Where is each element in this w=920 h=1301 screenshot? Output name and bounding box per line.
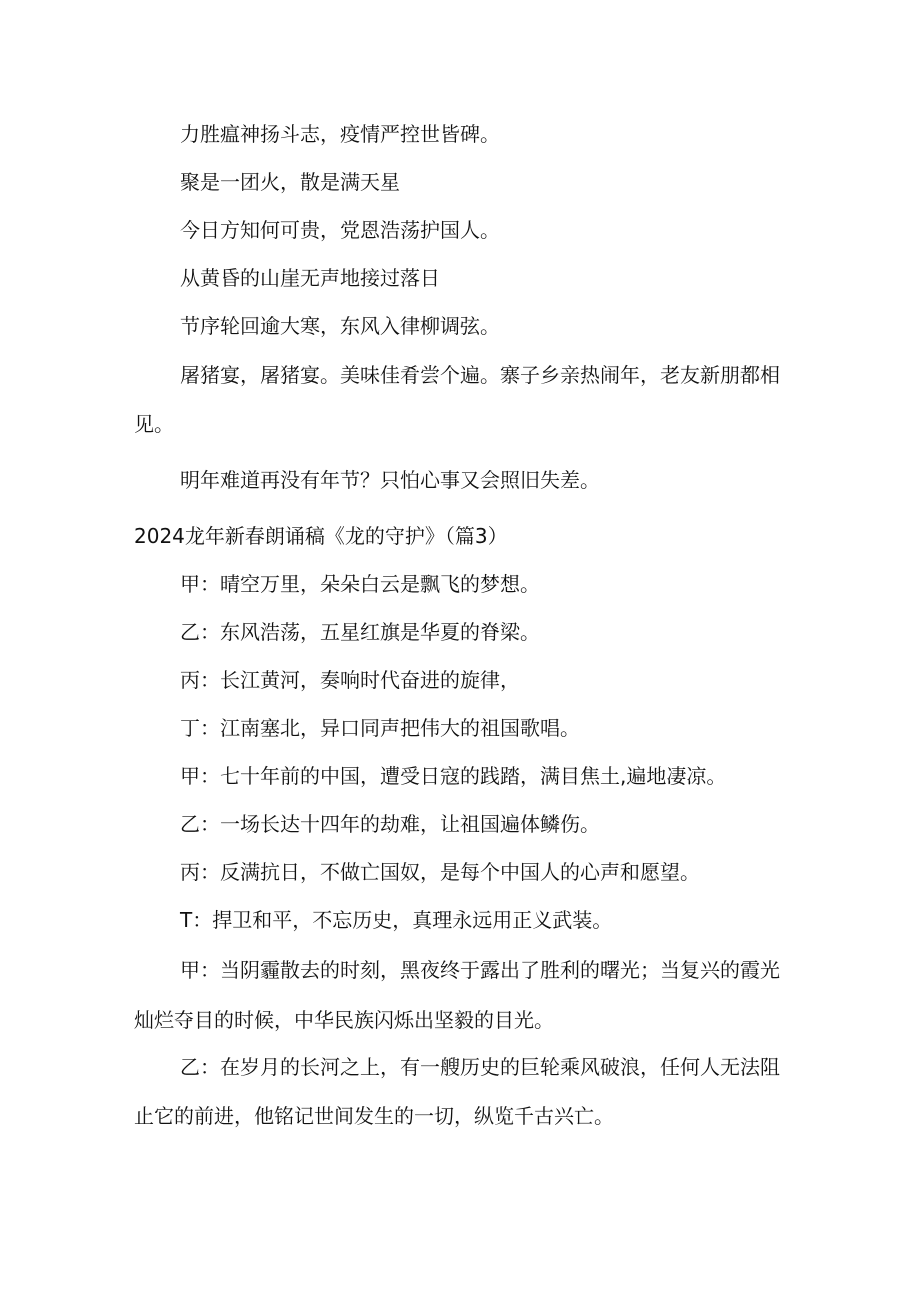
recitation-line: 丙：反满抗日，不做亡国奴，是每个中国人的心声和愿望。 [180, 860, 700, 884]
recitation-line: 甲：七十年前的中国，遭受日寇的践踏，满目焦土,遍地凄凉。 [180, 764, 727, 788]
paragraph-line: 明年难道再没有年节？只怕心事又会照旧失差。 [180, 468, 600, 492]
paragraph-line: 乙：在岁月的长河之上，有一艘历史的巨轮乘风破浪，任何人无法阻 [180, 1055, 780, 1079]
poem-line: 节序轮回逾大寒，东风入律柳调弦。 [180, 314, 500, 338]
poem-line: 力胜瘟神扬斗志，疫情严控世皆碑。 [180, 122, 500, 146]
section-title: 2024龙年新春朗诵稿《龙的守护》（篇3） [134, 524, 508, 548]
recitation-line: 乙：东风浩荡，五星红旗是华夏的脊梁。 [180, 620, 540, 644]
paragraph-line: 甲：当阴霾散去的时刻，黑夜终于露出了胜利的曙光；当复兴的霞光 [180, 958, 780, 982]
recitation-line: 丁：江南塞北，异口同声把伟大的祖国歌唱。 [180, 716, 580, 740]
poem-line: 从黄昏的山崖无声地接过落日 [180, 266, 440, 290]
recitation-line: 甲：晴空万里，朵朵白云是飘飞的梦想。 [180, 572, 540, 596]
poem-line: 聚是一团火，散是满天星 [180, 170, 400, 194]
paragraph-line: 灿烂夺目的时候，中华民族闪烁出坚毅的目光。 [134, 1008, 554, 1032]
recitation-line: 丙：长江黄河，奏响时代奋进的旋律， [180, 668, 520, 692]
paragraph-line: 屠猪宴，屠猪宴。美味佳肴尝个遍。寨子乡亲热闹年，老友新朋都相 [180, 363, 780, 387]
recitation-line: 乙：一场长达十四年的劫难，让祖国遍体鳞伤。 [180, 812, 600, 836]
paragraph-line: 见。 [134, 412, 174, 436]
paragraph-line: 止它的前进，他铭记世间发生的一切，纵览千古兴亡。 [134, 1104, 614, 1128]
poem-line: 今日方知何可贵，党恩浩荡护国人。 [180, 218, 500, 242]
recitation-line: T：捍卫和平，不忘历史，真理永远用正义武装。 [180, 908, 613, 932]
